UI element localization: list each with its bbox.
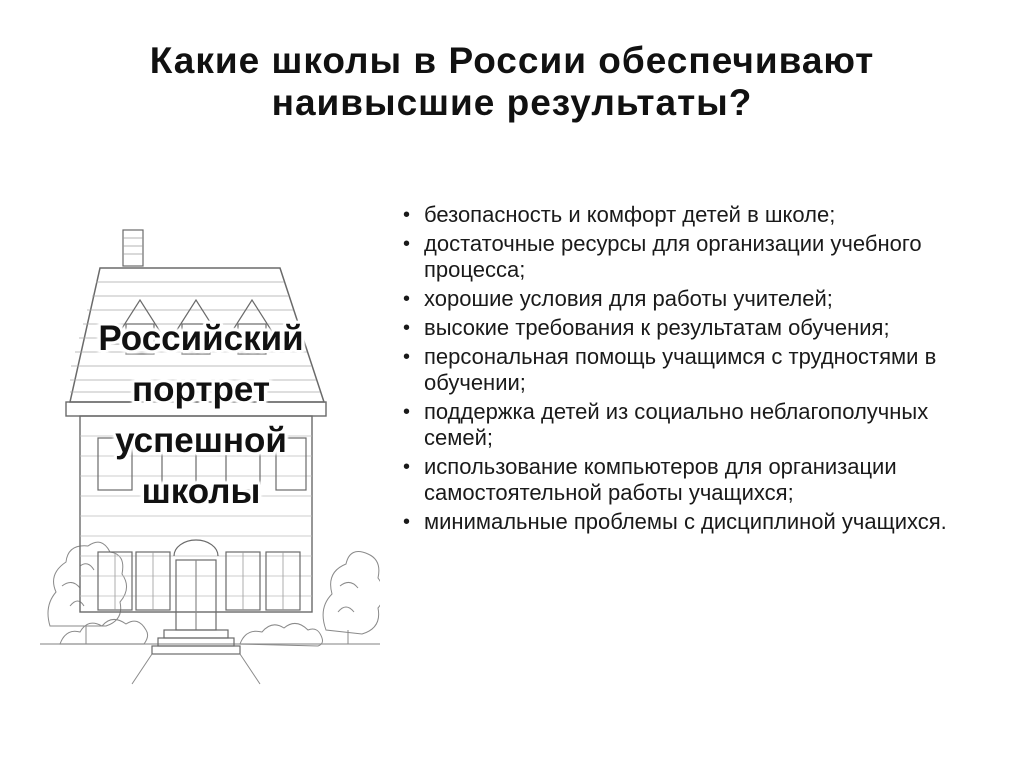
bullet-icon: •: [403, 317, 411, 339]
bullet-icon: •: [403, 288, 411, 310]
portrait-caption-line-4: школы: [141, 472, 261, 511]
list-item: [402, 509, 1002, 535]
list-item: [402, 454, 1002, 506]
portrait-caption-line-3: успешной: [115, 421, 287, 460]
slide-title-line-1: Какие школы в России обеспечивают: [149, 40, 875, 81]
bullet-icon: •: [403, 204, 411, 226]
success-factors-list: [402, 202, 1002, 538]
bullet-icon: •: [403, 401, 411, 423]
bullet-icon: •: [403, 511, 411, 533]
portrait-caption-line-2: портрет: [131, 370, 271, 409]
list-item-text: безопасность и комфорт детей в школе;: [424, 202, 836, 227]
list-item: [402, 344, 1002, 396]
list-item: [402, 286, 1002, 312]
list-item-text: достаточные ресурсы для организации учебного процесса;: [424, 231, 922, 282]
list-item-text: использование компьютеров для организации самостоятельной работы учащихся;: [424, 454, 897, 505]
list-item: [402, 202, 1002, 228]
list-item: [402, 399, 1002, 451]
bullet-icon: •: [403, 233, 411, 255]
list-item: [402, 315, 1002, 341]
list-item-text: персональная помощь учащимся с трудностями в обучении;: [424, 344, 937, 395]
list-item-text: минимальные проблемы с дисциплиной учащихся.: [424, 509, 947, 534]
slide-title: [20, 40, 1004, 124]
bullet-icon: •: [403, 456, 411, 478]
bullet-icon: •: [403, 346, 411, 368]
list-item-text: поддержка детей из социально неблагополучных семей;: [424, 399, 929, 450]
portrait-caption-line-1: Российский: [98, 319, 304, 358]
list-item-text: хорошие условия для работы учителей;: [424, 286, 833, 311]
portrait-caption: [48, 313, 354, 517]
slide-title-line-2: наивысшие результаты?: [271, 82, 753, 123]
list-item: [402, 231, 1002, 283]
list-item-text: высокие требования к результатам обучения;: [424, 315, 890, 340]
